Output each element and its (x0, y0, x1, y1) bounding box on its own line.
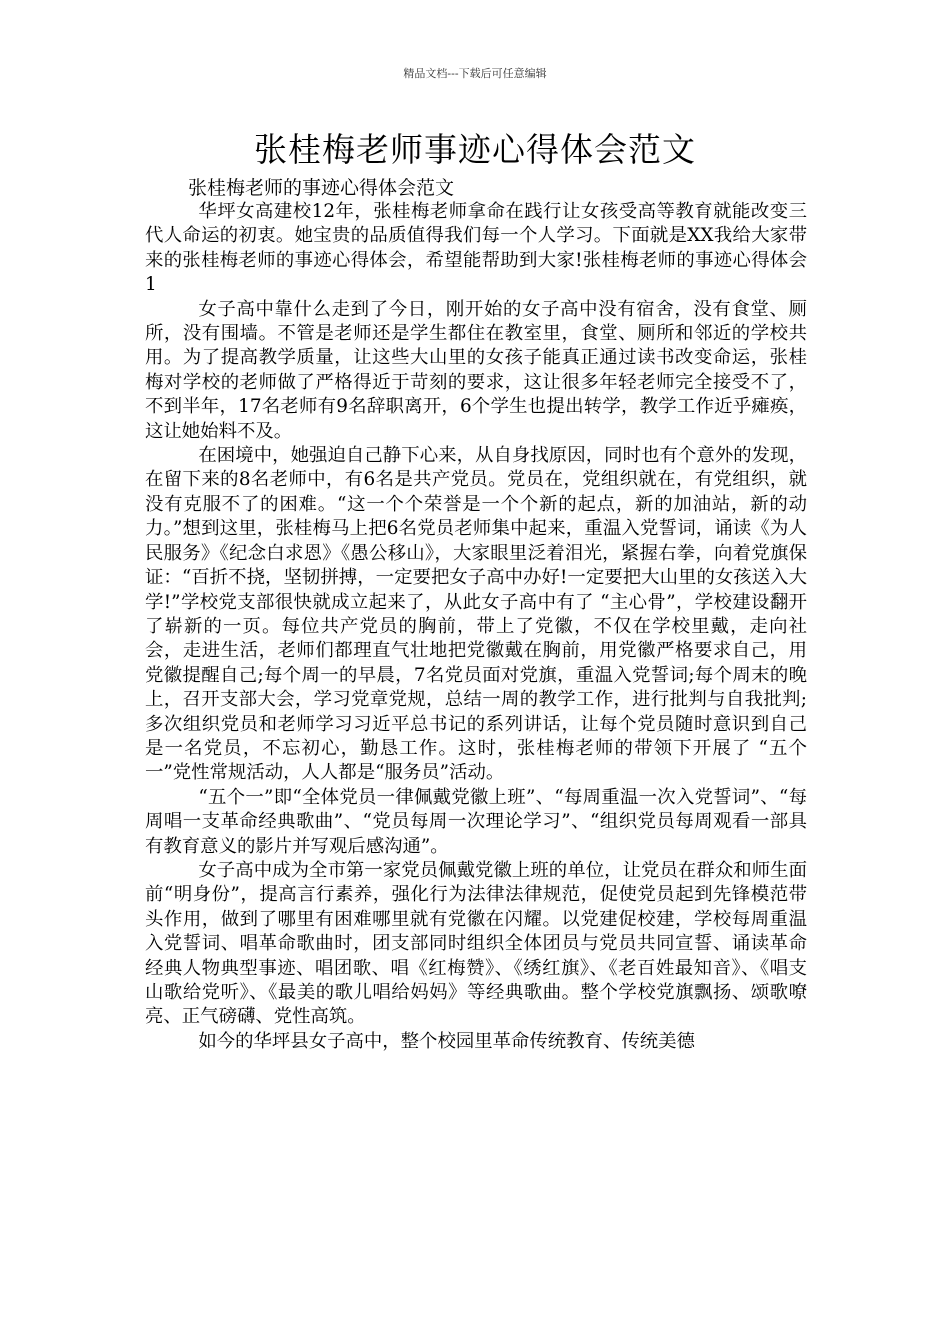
paragraph: 华坪女高建校12年，张桂梅老师拿命在践行让女孩受高等教育就能改变三代人命运的初衷。她宝贵的品质值得我们每一个人学习。下面就是XX我给大家带来的张桂梅老师的事迹心得体会，希望能帮助到大家!张桂梅老师的事迹心得体会1 (145, 201, 807, 296)
paragraph: 女子高中成为全市第一家党员佩戴党徽上班的单位，让党员在群众和师生面前“明身份”，提高言行素养，强化行为法律法律规范，促使党员起到先锋模范带头作用，做到了哪里有困难哪里就有党徽在闪耀。以党建促校建，学校每周重温入党誓词、唱革命歌曲时，团支部同时组织全体团员与党员共同宣誓、诵读革命经典人物典型事迹、唱团歌、唱《红梅赞》、《绣红旗》、《老百姓最知音》、《唱支山歌给党听》、《最美的歌儿唱给妈妈》等经典歌曲。整个学校党旗飘扬、颂歌嘹亮、正气磅礴、党性高筑。 (145, 859, 807, 1028)
header-note: 精品文档---下载后可任意编辑 (403, 67, 547, 80)
paragraph: “五个一”即“全体党员一律佩戴党徽上班”、“每周重温一次入党誓词”、“每周唱一支革命经典歌曲”、“党员每周一次理论学习”、“组织党员每周观看一部具有教育意义的影片并写观后感沟通”。 (145, 786, 807, 857)
paragraph: 在困境中，她强迫自己静下心来，从自身找原因，同时也有个意外的发现，在留下来的8名老师中，有6名是共产党员。党员在，党组织就在，有党组织，就没有克服不了的困难。“这一个个荣誉是一个个新的起点，新的加油站，新的动力。”想到这里，张桂梅马上把6名党员老师集中起来，重温入党誓词，诵读《为人民服务》《纪念白求恩》《愚公移山》，大家眼里泛着泪光，紧握右拳，向着党旗保证：“百折不挠，坚韧拼搏，一定要把女子高中办好!一定要把大山里的女孩送入大学!”学校党支部很快就成立起来了，从此女子高中有了 “主心骨”，学校建设翻开了崭新的一页。每位共产党员的胸前，带上了党徽，不仅在学校里戴，走向社会，走进生活，老师们都理直气壮地把党徽戴在胸前，用党徽严格要求自己，用党徽提醒自己;每个周一的早晨，7名党员面对党旗，重温入党誓词;每个周末的晚上，召开支部大会，学习党章党规，总结一周的教学工作，进行批判与自我批判;多次组织党员和老师学习习近平总书记的系列讲话，让每个党员随时意识到自己是一名党员，不忘初心，勤恳工作。这时，张桂梅老师的带领下开展了 “五个一”党性常规活动，人人都是“服务员”活动。 (145, 445, 807, 784)
document-subtitle: 张桂梅老师的事迹心得体会范文 (188, 177, 455, 199)
document-body (145, 200, 807, 1054)
document-title: 张桂梅老师事迹心得体会范文 (254, 130, 696, 169)
paragraph: 女子高中靠什么走到了今日，刚开始的女子高中没有宿舍，没有食堂、厕所，没有围墙。不管是老师还是学生都住在教室里，食堂、厕所和邻近的学校共用。为了提高教学质量，让这些大山里的女孩子能真正通过读书改变命运，张桂梅对学校的老师做了严格得近于苛刻的要求，这让很多年轻老师完全接受不了，不到半年，17名老师有9名辞职离开，6个学生也提出转学，教学工作近乎瘫痪，这让她始料不及。 (145, 298, 807, 442)
paragraph: 如今的华坪县女子高中，整个校园里革命传统教育、传统美德 (198, 1030, 695, 1052)
